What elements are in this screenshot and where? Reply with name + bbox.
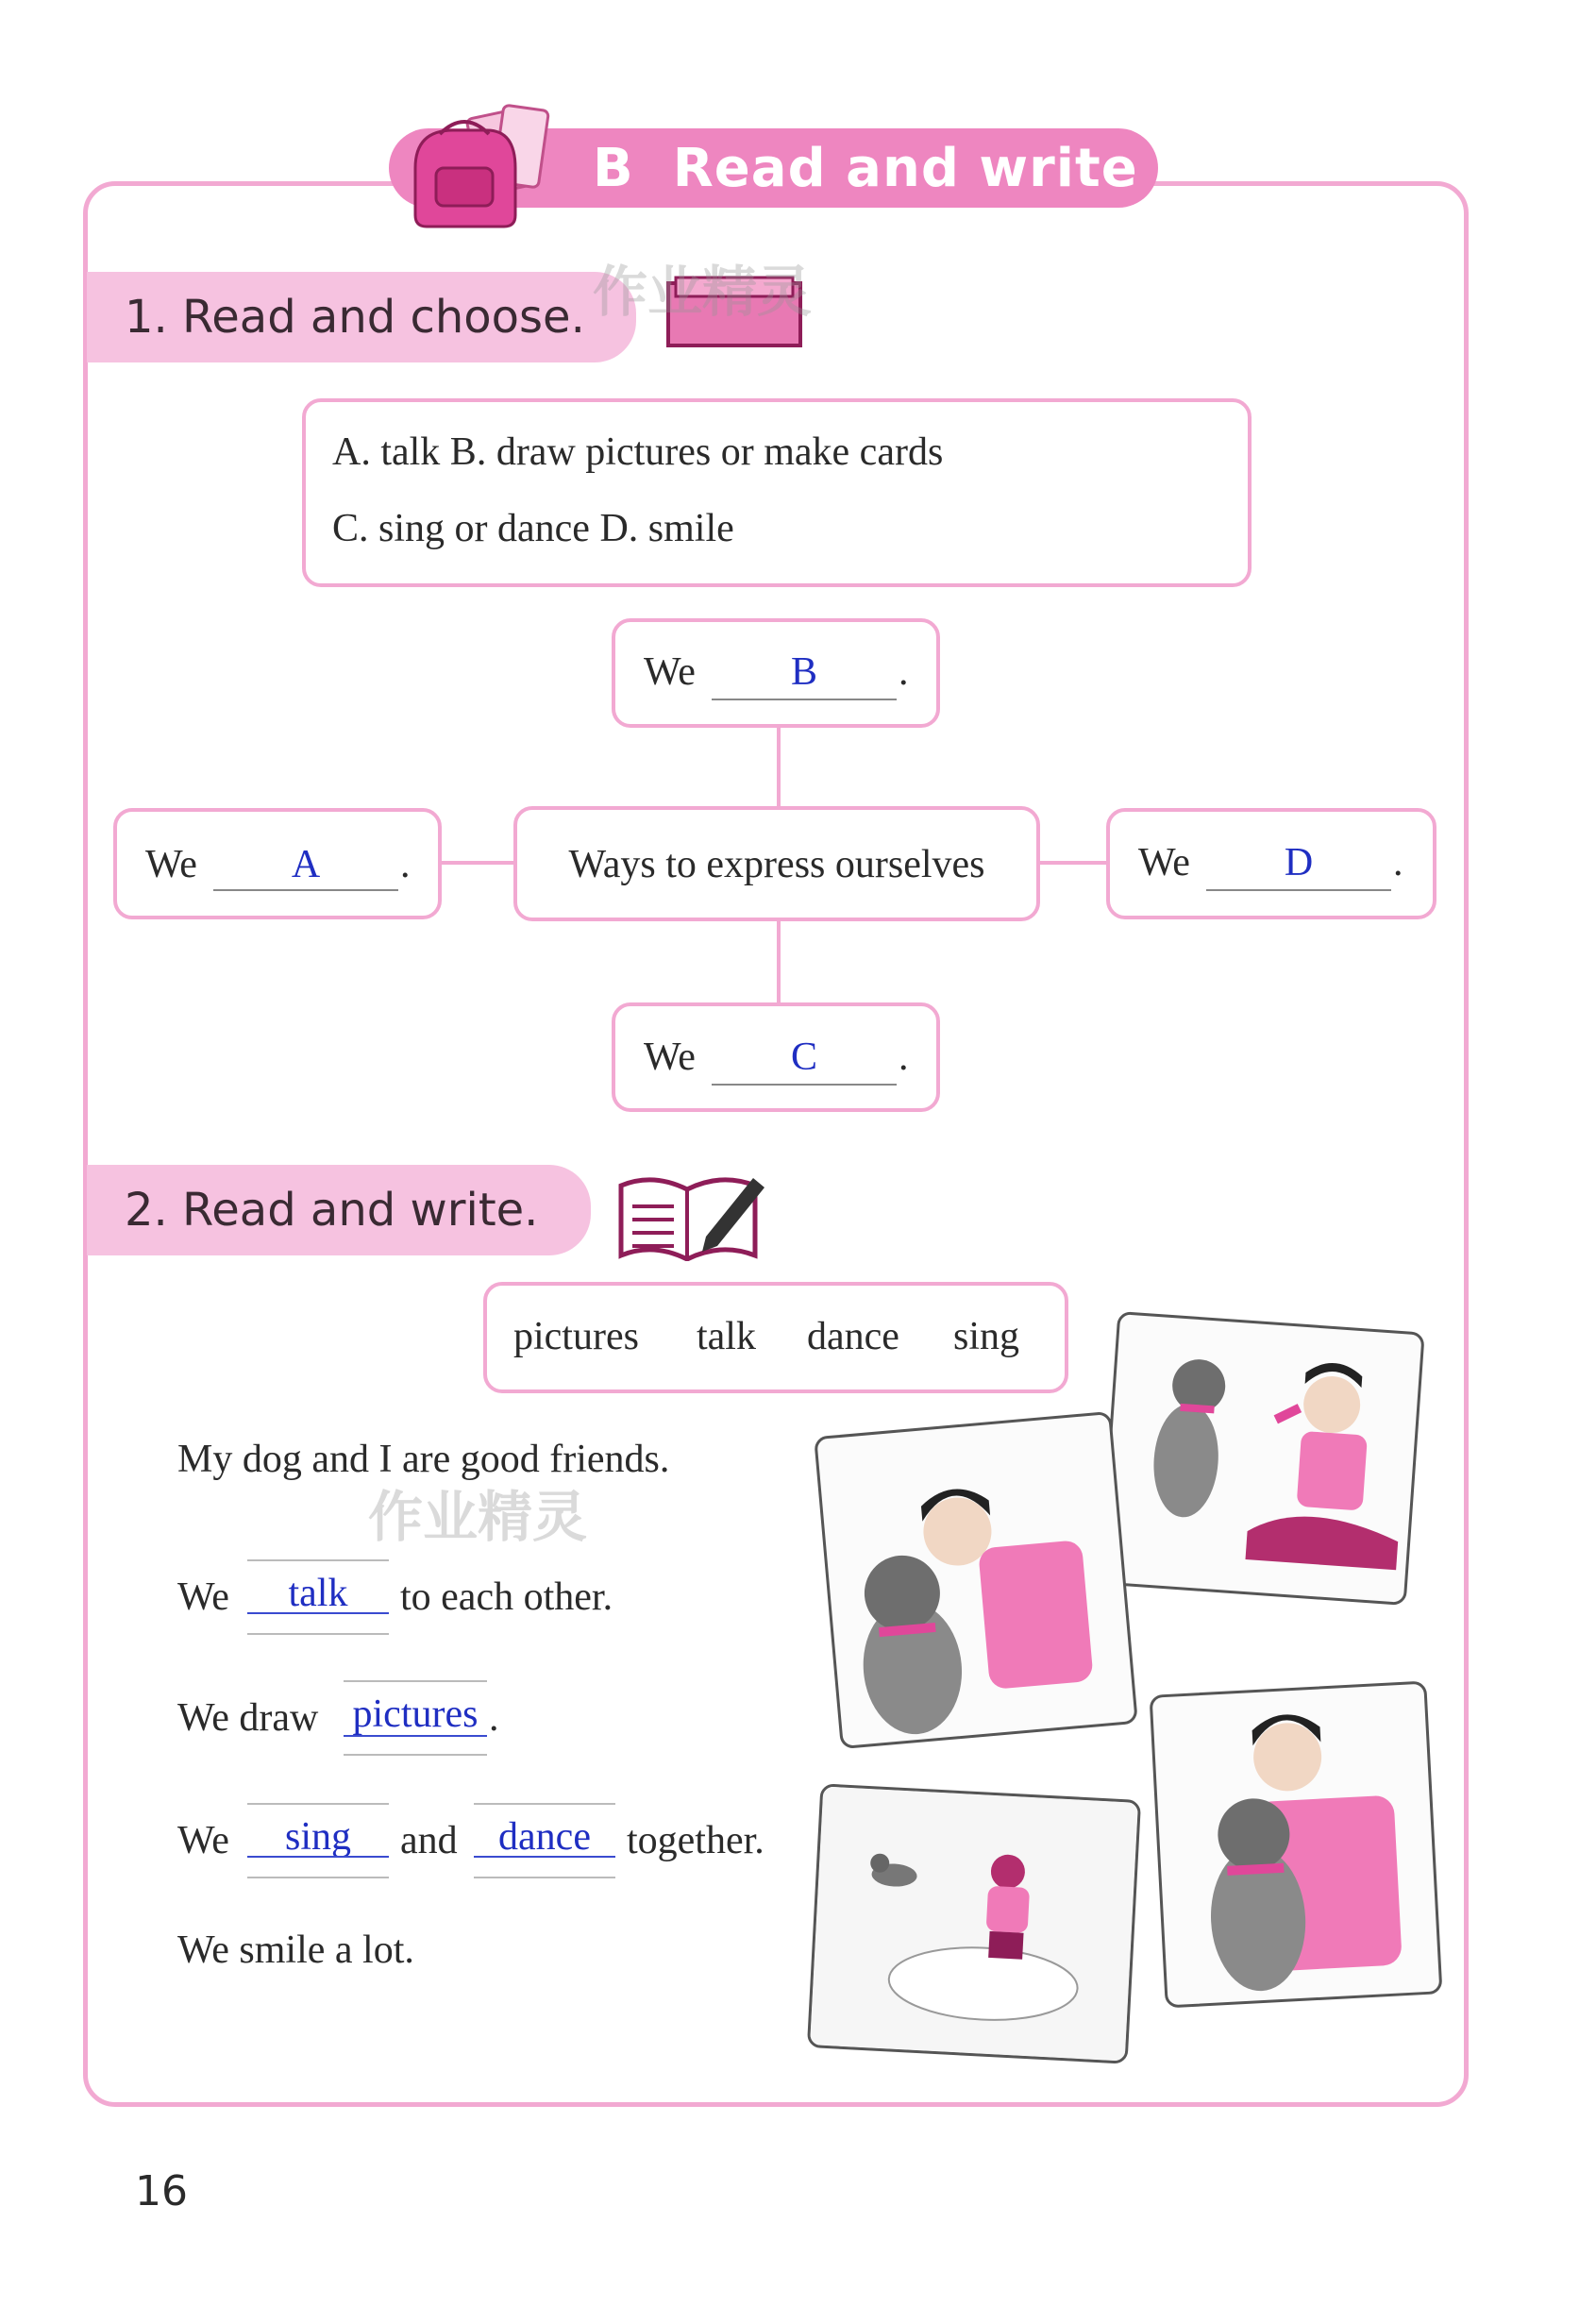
options-line-1: A. talk B. draw pictures or make cards (332, 430, 944, 474)
blank-line-top (712, 699, 897, 700)
page-number: 16 (135, 2167, 188, 2215)
illustration-boy-singing-dog (1099, 1311, 1424, 1606)
answer-line (474, 1856, 615, 1858)
sentence-2-end: to each other. (400, 1575, 613, 1619)
blank-line-left (213, 889, 398, 891)
illustration-boy-hugging-dog (1150, 1681, 1443, 2009)
answer-pictures: pictures (352, 1692, 479, 1736)
banner-title (593, 130, 1138, 208)
banner-letter: B (593, 138, 634, 199)
sentence-4-start: We (177, 1819, 229, 1862)
we-label-right: We (1138, 841, 1190, 884)
we-label-bottom: We (644, 1036, 696, 1079)
connector-top (777, 727, 781, 808)
center-label: Ways to express ourselves (568, 843, 985, 886)
watermark-2: 作业精灵 (368, 1485, 588, 1549)
answer-bottom: C (790, 1036, 817, 1079)
connector-right (1038, 861, 1108, 865)
section2-heading (87, 1165, 591, 1255)
sentence-3-end: . (489, 1696, 499, 1740)
we-label-top: We (644, 650, 696, 694)
word-bank-pictures: pictures (513, 1315, 639, 1358)
guide-line (344, 1680, 487, 1682)
guide-line (247, 1559, 389, 1561)
period-left: . (400, 843, 411, 886)
answer-right: D (1284, 841, 1314, 884)
we-label-left: We (145, 843, 197, 886)
answer-left: A (291, 843, 321, 886)
sentence-3-start: We draw (177, 1696, 319, 1740)
guide-line (474, 1803, 615, 1805)
word-bank-dance: dance (807, 1315, 899, 1358)
school-bag-icon (395, 102, 583, 234)
guide-line (474, 1877, 615, 1878)
sentence-4-mid: and (400, 1819, 458, 1862)
blank-line-right (1206, 889, 1391, 891)
illustration-boy-talking-dog (814, 1411, 1138, 1749)
illustration-girl-snow-dog (807, 1783, 1141, 2063)
watermark-1: 作业精灵 (593, 260, 813, 324)
answer-top: B (790, 650, 817, 694)
connector-bottom (777, 920, 781, 1003)
options-box (302, 398, 1252, 587)
answer-talk: talk (288, 1572, 348, 1615)
book-pencil-icon (615, 1167, 770, 1261)
options-line-2: C. sing or dance D. smile (332, 507, 734, 550)
period-bottom: . (899, 1036, 909, 1079)
sentence-4-end: together. (627, 1819, 764, 1862)
guide-line (247, 1803, 389, 1805)
section1-title: 1. Read and choose. (125, 291, 585, 344)
word-bank-talk: talk (697, 1315, 756, 1358)
section1-heading (87, 272, 636, 362)
period-right: . (1393, 841, 1403, 884)
guide-line (247, 1633, 389, 1635)
guide-line (344, 1754, 487, 1756)
answer-line (247, 1612, 389, 1614)
sentence-2-start: We (177, 1575, 229, 1619)
answer-line (344, 1735, 487, 1737)
sentence-5: We smile a lot. (177, 1928, 414, 1972)
answer-sing: sing (284, 1815, 351, 1859)
period-top: . (899, 650, 909, 694)
answer-dance: dance (498, 1815, 591, 1859)
banner-text: Read and write (672, 138, 1138, 199)
connector-left (440, 861, 515, 865)
answer-line (247, 1856, 389, 1858)
sentence-1: My dog and I are good friends. (177, 1438, 670, 1481)
word-bank-sing: sing (953, 1315, 1020, 1358)
guide-line (247, 1877, 389, 1878)
blank-line-bottom (712, 1084, 897, 1086)
section2-title: 2. Read and write. (125, 1184, 539, 1237)
